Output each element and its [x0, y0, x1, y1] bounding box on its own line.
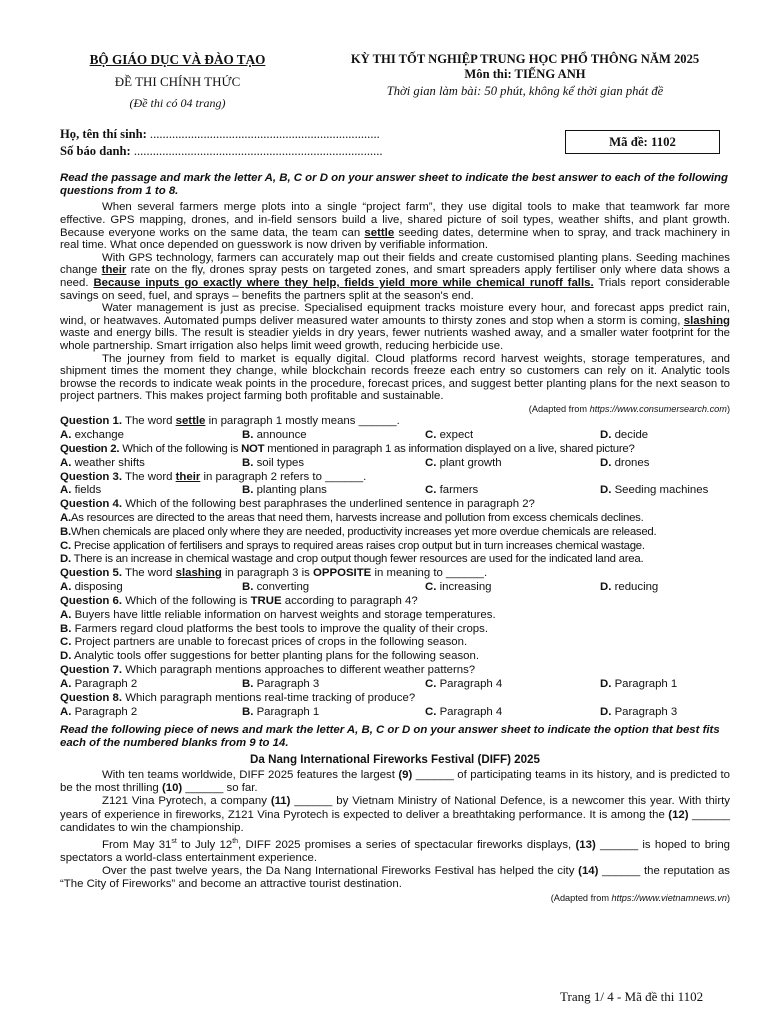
question-4-label: Question 4. [60, 498, 123, 511]
question-6-text-b: according to paragraph 4? [281, 595, 418, 608]
option-letter: A. [60, 456, 72, 469]
question-6-label: Question 6. [60, 595, 123, 608]
question-5-options [60, 581, 730, 595]
news-paragraph-1 [60, 769, 730, 795]
source-url: https://www.vietnamnews.vn [611, 892, 727, 903]
question-3 [60, 471, 730, 485]
option-letter: B. [60, 525, 71, 538]
question-7-label: Question 7. [60, 664, 123, 677]
option-letter: B. [242, 428, 254, 441]
p2-text-a: With GPS technology, farmers can accurately map out their fields and create customised planting plans. Seeding machines change [60, 251, 730, 277]
option-letter: A. [60, 484, 72, 497]
q2-option-d[interactable] [600, 457, 649, 471]
news-3-text-b: to July 12 [176, 838, 233, 851]
option-text: fields [74, 484, 102, 497]
option-text: Seeding machines [614, 484, 709, 497]
option-text: Project partners are unable to forecast prices of crops in the following season. [74, 636, 468, 649]
question-8-options [60, 706, 730, 720]
news-1-text-a: With ten teams worldwide, DIFF 2025 features the largest [102, 769, 399, 782]
question-2-text-a: Which of the following is [119, 442, 242, 455]
q6-option-d[interactable] [60, 650, 730, 664]
option-letter: C. [60, 539, 71, 552]
option-text: disposing [74, 581, 123, 594]
blank-13: (13) [575, 838, 596, 851]
option-letter: A. [60, 428, 72, 441]
exam-header [60, 52, 730, 170]
option-letter: B. [60, 622, 72, 635]
question-4-text: Which of the following best paraphrases the underlined sentence in paragraph 2? [122, 498, 535, 511]
question-5 [60, 567, 730, 581]
option-text: drones [614, 456, 650, 469]
option-letter: C. [425, 456, 437, 469]
q5-option-d[interactable] [600, 581, 658, 595]
q2-option-b[interactable] [242, 457, 304, 471]
question-1-label: Question 1. [60, 414, 123, 427]
question-2 [60, 443, 730, 457]
question-4 [60, 498, 730, 512]
option-letter: B. [242, 677, 254, 690]
q3-option-a[interactable] [60, 484, 101, 498]
option-text: Paragraph 4 [439, 677, 503, 690]
option-text: Paragraph 3 [256, 677, 320, 690]
news-2-text-b: ______ by Vietnam Ministry of National Defence, is a newcomer this year. With thirty years of experience in fireworks, Z121 Vina Pyrotech is expected to deliver a breathtaking performance. It is among the [60, 795, 730, 821]
question-5-emphasis: OPPOSITE [313, 567, 372, 580]
p2-text-b: rate on the fly, drones spray pests on targeted zones, and smart spreaders apply fertiliser only where data shows a need. [60, 264, 730, 289]
q5-option-b[interactable] [242, 581, 309, 595]
option-letter: C. [60, 636, 72, 649]
news-3-text-a: From May 31 [102, 838, 172, 851]
p1-underlined-word: settle [364, 226, 395, 239]
question-7-options [60, 678, 730, 692]
question-6-text-a: Which of the following is [122, 595, 251, 608]
blank-10: (10) [161, 782, 183, 795]
option-letter: D. [600, 677, 612, 690]
option-text: plant growth [439, 456, 502, 469]
exam-subject: Môn thi: TIẾNG ANH [464, 67, 586, 81]
option-text: increasing [439, 581, 492, 594]
source-suffix: ) [726, 892, 730, 903]
q4-option-d[interactable] [60, 553, 730, 567]
exam-page [60, 52, 730, 904]
p3-underlined-word: slashing [683, 314, 730, 327]
q4-option-b[interactable] [60, 526, 730, 540]
news-3-text-d: ______ is hoped to bring spectators a world-class entertainment experience. [60, 838, 731, 865]
date-suffix-st: st [171, 838, 177, 846]
option-text: soil types [256, 456, 305, 469]
q8-option-a[interactable] [60, 706, 137, 720]
source-suffix: ) [726, 403, 730, 414]
question-2-keyword: NOT [241, 442, 265, 455]
news-1-text-b: ______ of participating teams in its history, and is predicted to be the most thrilling [60, 769, 730, 795]
p1-text-a: When several farmers merge plots into a single “project farm”, they use digital tools to make that teamwork far more effective. GPS mapping, drones, and in-field sensors build a live, shared picture of soil types, weather shifts, and plant growth. Because everyone works on the same data, the team can [60, 201, 730, 239]
question-3-text-b: in paragraph 2 refers to ______. [200, 470, 367, 483]
exam-title: KỲ THI TỐT NGHIỆP TRUNG HỌC PHỔ THÔNG NĂM 2025 [350, 52, 700, 66]
q5-option-a[interactable] [60, 581, 123, 595]
option-letter: B. [242, 484, 254, 497]
question-3-keyword: their [175, 470, 201, 483]
page-footer: Trang 1/ 4 - Mã đề thi 1102 [560, 989, 704, 1004]
question-3-options [60, 484, 730, 498]
option-text: Paragraph 1 [614, 677, 678, 690]
question-2-label: Question 2. [60, 442, 120, 455]
question-1-options [60, 429, 730, 443]
candidate-name-label: Họ, tên thí sinh: [60, 127, 147, 141]
option-letter: C. [425, 705, 437, 718]
option-text: planting plans [256, 484, 327, 497]
option-letter: C. [425, 677, 437, 690]
q6-option-c[interactable] [60, 636, 730, 650]
ministry-name: BỘ GIÁO DỤC VÀ ĐÀO TẠO [89, 52, 266, 67]
exam-time: Thời gian làm bài: 50 phút, không kể thời gian phát đề [386, 84, 664, 98]
news-3-text-c: , DIFF 2025 promises a series of spectacular fireworks displays, [238, 838, 576, 851]
q3-option-b[interactable] [242, 484, 327, 498]
blank-14: (14) [578, 865, 599, 878]
q3-option-d[interactable] [600, 484, 708, 498]
news-source [60, 892, 730, 904]
passage-paragraph-4: The journey from field to market is equally digital. Cloud platforms record harvest weights, storage temperatures, and shipment times the moment they change, while blockchain records freeze each entry so customers can rely on it. Analytic tools browse the records to indicate weak points in the procedure, forecast prices, and suggest better planting plans for the next season to project partners. This makes project farming both profitable and sustainable. [60, 352, 730, 403]
news-2-text-a: Z121 Vina Pyrotech, a company [102, 795, 271, 808]
news-4-text-b: ______ the reputation as “The City of Fireworks” and become an attractive tourist destination. [60, 865, 730, 891]
p2-underlined-sentence: Because inputs go exactly where they help, fields yield more while chemical runoff falls. [93, 276, 594, 289]
option-text: farmers [439, 484, 479, 497]
passage-paragraph-2 [60, 252, 730, 302]
source-prefix: (Adapted from [550, 892, 612, 903]
question-2-text-b: mentioned in paragraph 1 as information displayed on a live, shared picture? [264, 442, 635, 455]
q2-option-c[interactable] [425, 457, 502, 471]
q7-option-c[interactable] [425, 678, 502, 692]
question-7-text: Which paragraph mentions approaches to different weather patterns? [122, 664, 476, 677]
option-letter: D. [600, 484, 612, 497]
option-text: There is an increase in chemical wastage and crop output though fewer resources are used for the indicated land area. [73, 553, 644, 566]
q7-option-a[interactable] [60, 678, 137, 692]
option-text: As resources are directed to the areas that need them, harvests increase and pollution from excess chemicals declines. [70, 512, 644, 525]
candidate-name-row [60, 126, 383, 143]
option-text: announce [256, 428, 307, 441]
option-text: Paragraph 3 [614, 705, 678, 718]
source-url: https://www.consumersearch.com [589, 403, 727, 414]
option-text: Paragraph 1 [256, 705, 320, 718]
blank-12: (12) [668, 808, 689, 821]
question-5-keyword: slashing [175, 567, 222, 580]
candidate-id-dots: ............................................................................... [130, 144, 383, 158]
question-7 [60, 664, 730, 678]
question-1-keyword: settle [175, 414, 206, 427]
option-letter: A. [60, 512, 71, 525]
question-1-text-a: The word [122, 414, 176, 427]
option-letter: A. [60, 608, 72, 621]
question-1 [60, 415, 730, 429]
blank-9: (9) [398, 769, 413, 782]
option-letter: C. [425, 581, 437, 594]
option-text: When chemicals are placed only where they are needed, productivity increases yet more overdue chemicals are released. [70, 525, 657, 538]
question-8 [60, 692, 730, 706]
question-3-label: Question 3. [60, 470, 123, 483]
blank-11: (11) [270, 795, 291, 808]
header-right [310, 52, 740, 99]
option-letter: D. [60, 553, 71, 566]
p2-underlined-word: their [101, 264, 127, 277]
q7-option-b[interactable] [242, 678, 319, 692]
p3-text-a: Water management is just as precise. Specialised equipment tracks moisture every hour, and forecast apps predict rain, wind, or heatwaves. Automated pumps deliver measured water amounts to thirsty zones and stop when a storm is coming, [60, 302, 730, 327]
candidate-id-row [60, 143, 383, 160]
option-letter: D. [600, 456, 612, 469]
q4-option-a[interactable] [60, 512, 730, 526]
q1-option-d[interactable] [600, 429, 648, 443]
date-suffix-th: th [232, 838, 239, 846]
question-2-options [60, 457, 730, 471]
official-label: ĐỀ THI CHÍNH THỨC [114, 74, 241, 89]
option-text: converting [256, 581, 310, 594]
passage-source [60, 403, 730, 415]
option-letter: C. [425, 428, 437, 441]
passage-paragraph-1 [60, 201, 730, 251]
option-letter: D. [600, 705, 612, 718]
news-paragraph-4 [60, 865, 730, 891]
option-letter: B. [242, 581, 254, 594]
candidate-name-dots: ......................................................................... [146, 127, 380, 141]
option-letter: A. [60, 705, 72, 718]
news-paragraph-2 [60, 795, 730, 835]
option-text: expect [439, 428, 474, 441]
p1-text-b: seeding dates, determine when to spray, and track machinery in real time. What once depended on guesswork is now driven by verifiable information. [60, 226, 731, 252]
option-text: Paragraph 4 [439, 705, 503, 718]
option-text: Paragraph 2 [74, 705, 138, 718]
q1-option-c[interactable] [425, 429, 473, 443]
question-3-text-a: The word [122, 470, 176, 483]
option-letter: C. [425, 484, 437, 497]
q7-option-d[interactable] [600, 678, 677, 692]
candidate-info [60, 126, 383, 160]
q8-option-d[interactable] [600, 706, 677, 720]
option-text: Analytic tools offer suggestions for better planting plans for the following season. [73, 650, 479, 663]
option-text: Farmers regard cloud platforms the best tools to improve the quality of their crops. [74, 622, 488, 635]
option-letter: B. [242, 456, 254, 469]
q1-option-a[interactable] [60, 429, 124, 443]
option-letter: D. [600, 428, 612, 441]
p3-text-b: waste and energy bills. The result is steadier yields in dry years, fewer nutrients washed away, and a smaller water footprint for the whole partnership. Smart irrigation also helps limit weed growth, reducing herbicide use. [60, 327, 730, 352]
option-letter: D. [60, 650, 72, 663]
q6-option-a[interactable] [60, 609, 730, 623]
option-text: exchange [74, 428, 124, 441]
q4-option-c[interactable] [60, 540, 730, 554]
question-6-keyword: TRUE [250, 595, 282, 608]
q3-option-c[interactable] [425, 484, 478, 498]
option-letter: A. [60, 677, 72, 690]
exam-code-box: Mã đề: 1102 [565, 130, 720, 154]
option-text: Precise application of fertilisers and sprays to required areas raises crop output but in turn increases chemical wastage. [73, 539, 645, 552]
question-5-text-b: in paragraph 3 is [221, 567, 314, 580]
q5-option-c[interactable] [425, 581, 492, 595]
q8-option-c[interactable] [425, 706, 502, 720]
part1-instruction: Read the passage and mark the letter A, B, C or D on your answer sheet to indicate the best answer to each of the following questions from 1 to 8. [60, 172, 728, 198]
header-left [70, 52, 285, 111]
q8-option-b[interactable] [242, 706, 319, 720]
q1-option-b[interactable] [242, 429, 307, 443]
news-2-text-c: ______ candidates to win the championship. [60, 808, 730, 834]
option-letter: B. [242, 705, 254, 718]
candidate-id-label: Số báo danh: [60, 144, 131, 158]
p2-text-c: Trials report considerable savings on seed, fuel, and sprays – benefits the partners split at the season's end. [60, 276, 730, 302]
option-text: reducing [614, 581, 659, 594]
option-letter: D. [600, 581, 612, 594]
q2-option-a[interactable] [60, 457, 145, 471]
question-6 [60, 595, 730, 609]
part2-instruction: Read the following piece of news and mark the letter A, B, C or D on your answer sheet to indicate the option that best fits each of the numbered blanks from 9 to 14. [60, 723, 720, 749]
question-5-text-a: The word [122, 567, 176, 580]
question-8-text: Which paragraph mentions real-time tracking of produce? [122, 691, 416, 704]
question-5-text-c: in meaning to ______. [371, 567, 488, 580]
passage-paragraph-3 [60, 302, 730, 352]
option-text: Paragraph 2 [74, 677, 138, 690]
question-5-label: Question 5. [60, 567, 123, 580]
source-prefix: (Adapted from [528, 403, 590, 414]
news-paragraph-3 [60, 835, 730, 865]
option-letter: A. [60, 581, 72, 594]
option-text: decide [614, 428, 649, 441]
option-text: weather shifts [74, 456, 145, 469]
q6-option-b[interactable] [60, 623, 730, 637]
news-title: Da Nang International Fireworks Festival (DIFF) 2025 [250, 753, 540, 767]
news-1-text-c: ______ so far. [182, 782, 258, 795]
question-1-text-b: in paragraph 1 mostly means ______. [205, 414, 400, 427]
page-count: (Đề thi có 04 trang) [129, 96, 226, 110]
news-4-text-a: Over the past twelve years, the Da Nang International Fireworks Festival has helped the city [102, 865, 579, 878]
option-text: Buyers have little reliable information on harvest weights and storage temperatures. [74, 608, 496, 621]
question-8-label: Question 8. [60, 691, 123, 704]
